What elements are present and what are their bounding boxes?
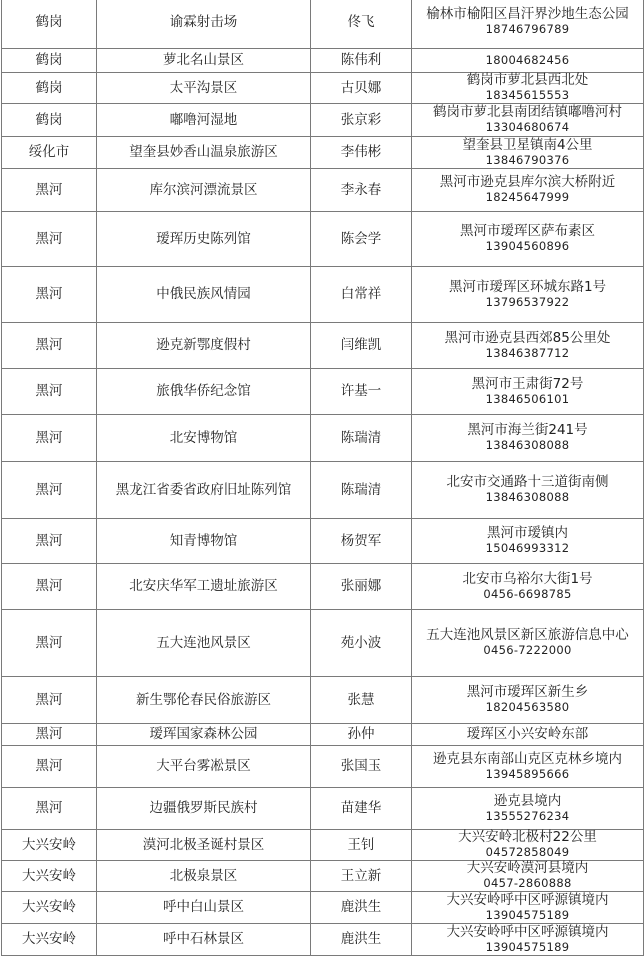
city-cell: 鹤岗	[2, 104, 97, 137]
site-cell: 嘟噜河湿地	[97, 104, 311, 137]
table-row	[2, 169, 644, 212]
city-cell: 黑河	[2, 415, 97, 462]
phone-text: 13846308088	[485, 438, 570, 452]
city-cell: 黑河	[2, 169, 97, 212]
site-cell: 中俄民族风情园	[97, 267, 311, 323]
address-text: 大兴安岭漠河县境内	[466, 860, 589, 876]
phone-text: 13904560896	[485, 239, 570, 253]
address-phone-cell	[412, 892, 644, 924]
table-row	[2, 564, 644, 610]
address-phone-cell	[412, 0, 644, 49]
phone-text: 18204563580	[485, 700, 570, 714]
city-cell: 鹤岗	[2, 73, 97, 104]
address-phone-cell	[412, 830, 644, 861]
site-cell: 漠河北极圣诞村景区	[97, 830, 311, 861]
phone-text: 13904575189	[485, 939, 570, 954]
phone-text: 18345615553	[485, 88, 570, 102]
phone-text: 04572858049	[485, 845, 570, 859]
phone-text: 13846308088	[485, 490, 570, 504]
address-text: 黑河市逊克县库尔滨大桥附近	[439, 174, 616, 190]
site-cell: 五大连池风景区	[97, 610, 311, 677]
phone-text: 13945895666	[485, 766, 570, 781]
contact-cell: 杨贺军	[311, 519, 412, 564]
scenic-spots-table	[1, 0, 644, 956]
city-cell: 黑河	[2, 267, 97, 323]
table-row	[2, 415, 644, 462]
table-body	[2, 0, 644, 956]
city-cell: 黑河	[2, 677, 97, 724]
city-cell: 黑河	[2, 788, 97, 830]
contact-cell: 孙仲	[311, 724, 412, 746]
table-row	[2, 462, 644, 519]
site-cell: 萝北名山景区	[97, 49, 311, 73]
city-cell: 鹤岗	[2, 0, 97, 49]
city-cell: 黑河	[2, 724, 97, 746]
site-cell: 大平台雾凇景区	[97, 746, 311, 788]
table-row	[2, 137, 644, 169]
contact-cell: 王钊	[311, 830, 412, 861]
site-cell: 逊克新鄂度假村	[97, 323, 311, 369]
address-phone-cell	[412, 267, 644, 323]
address-text: 黑河市瑷镇内	[487, 525, 568, 541]
phone-text: 13796537922	[485, 294, 570, 309]
phone-text: 13846506101	[485, 391, 570, 406]
address-text: 黑河市瑷珲区新生乡	[466, 684, 589, 700]
address-text: 黑河市瑷珲区环城东路1号	[448, 278, 607, 295]
table-row	[2, 861, 644, 892]
address-phone-cell	[412, 462, 644, 519]
site-cell: 库尔滨河漂流景区	[97, 169, 311, 212]
site-cell: 呼中白山景区	[97, 892, 311, 924]
address-phone-cell	[412, 861, 644, 892]
contact-cell: 李永春	[311, 169, 412, 212]
phone-text: 13904575189	[485, 907, 570, 922]
table-row	[2, 677, 644, 724]
address-text: 黑河市逊克县西郊85公里处	[444, 329, 611, 346]
phone-text: 13846387712	[485, 345, 570, 360]
contact-cell: 苗建华	[311, 788, 412, 830]
address-phone-cell	[412, 610, 644, 677]
site-cell: 太平沟景区	[97, 73, 311, 104]
address-text: 逊克县境内	[493, 792, 562, 809]
contact-cell: 张慧	[311, 677, 412, 724]
phone-text: 13304680674	[485, 120, 570, 134]
city-cell: 黑河	[2, 462, 97, 519]
phone-text: 18746796789	[485, 22, 570, 36]
address-phone-cell	[412, 73, 644, 104]
contact-cell: 苑小波	[311, 610, 412, 677]
table-row	[2, 924, 644, 956]
address-text: 北安市交通路十三道街南侧	[446, 474, 609, 490]
table-row	[2, 610, 644, 677]
table-row	[2, 49, 644, 73]
contact-cell: 陈瑞清	[311, 415, 412, 462]
site-cell: 黑龙江省委省政府旧址陈列馆	[97, 462, 311, 519]
city-cell: 大兴安岭	[2, 830, 97, 861]
contact-cell: 张丽娜	[311, 564, 412, 610]
site-cell: 呼中石林景区	[97, 924, 311, 956]
site-cell: 知青博物馆	[97, 519, 311, 564]
table-row	[2, 212, 644, 267]
table-row	[2, 104, 644, 137]
contact-cell: 佟飞	[311, 0, 412, 49]
contact-cell: 李伟彬	[311, 137, 412, 169]
table-row	[2, 724, 644, 746]
site-cell: 边疆俄罗斯民族村	[97, 788, 311, 830]
contact-cell: 张京彩	[311, 104, 412, 137]
phone-text: 0456-7222000	[483, 643, 572, 657]
address-phone-cell	[412, 323, 644, 369]
contact-cell: 张国玉	[311, 746, 412, 788]
phone-text: 15046993312	[485, 541, 570, 555]
site-cell: 北极泉景区	[97, 861, 311, 892]
address-phone-cell	[412, 169, 644, 212]
phone-text: 18004682456	[485, 53, 570, 67]
address-phone-cell	[412, 49, 644, 73]
address-text: 榆林市榆阳区昌汗界沙地生态公园	[426, 6, 629, 22]
city-cell: 黑河	[2, 519, 97, 564]
address-phone-cell	[412, 519, 644, 564]
contact-cell: 古贝娜	[311, 73, 412, 104]
site-cell: 北安庆华军工遗址旅游区	[97, 564, 311, 610]
table-row	[2, 519, 644, 564]
phone-text: 0457-2860888	[483, 876, 572, 890]
table-row	[2, 73, 644, 104]
address-phone-cell	[412, 137, 644, 169]
table-row	[2, 830, 644, 861]
address-phone-cell	[412, 564, 644, 610]
address-phone-cell	[412, 415, 644, 462]
address-phone-cell	[412, 788, 644, 830]
address-text: 鹤岗市萝北县西北处	[466, 72, 589, 88]
phone-text: 0456-6698785	[483, 586, 572, 601]
table-row	[2, 892, 644, 924]
address-text: 望奎县卫星镇南4公里	[462, 136, 593, 153]
contact-cell: 白常祥	[311, 267, 412, 323]
city-cell: 大兴安岭	[2, 892, 97, 924]
address-text: 黑河市海兰街241号	[467, 422, 588, 438]
contact-cell: 许基一	[311, 369, 412, 415]
city-cell: 大兴安岭	[2, 924, 97, 956]
address-phone-cell	[412, 746, 644, 788]
address-text: 逊克县东南部山克区克林乡境内	[433, 750, 622, 767]
address-phone-cell	[412, 677, 644, 724]
address-phone-cell	[412, 369, 644, 415]
address-phone-cell	[412, 724, 644, 746]
address-text: 鹤岗市萝北县南团结镇嘟噜河村	[433, 104, 622, 120]
address-text: 瑷珲区小兴安岭东部	[466, 726, 589, 742]
city-cell: 黑河	[2, 564, 97, 610]
site-cell: 北安博物馆	[97, 415, 311, 462]
address-text: 北安市乌裕尔大街1号	[462, 570, 593, 587]
city-cell: 黑河	[2, 323, 97, 369]
address-phone-cell	[412, 104, 644, 137]
address-text: 大兴安岭北极村22公里	[458, 829, 597, 845]
site-cell: 谕霖射击场	[97, 0, 311, 49]
city-cell: 鹤岗	[2, 49, 97, 73]
table-row	[2, 0, 644, 49]
table-row	[2, 746, 644, 788]
phone-text: 13846790376	[485, 152, 570, 167]
city-cell: 黑河	[2, 610, 97, 677]
contact-cell: 鹿洪生	[311, 924, 412, 956]
contact-cell: 陈瑞清	[311, 462, 412, 519]
city-cell: 黑河	[2, 212, 97, 267]
address-phone-cell	[412, 924, 644, 956]
city-cell: 大兴安岭	[2, 861, 97, 892]
contact-cell: 陈伟利	[311, 49, 412, 73]
site-cell: 新生鄂伦春民俗旅游区	[97, 677, 311, 724]
table-row	[2, 267, 644, 323]
table-row	[2, 369, 644, 415]
contact-cell: 闫维凯	[311, 323, 412, 369]
phone-text: 13555276234	[485, 808, 570, 823]
address-text: 五大连池风景区新区旅游信息中心	[426, 627, 629, 643]
city-cell: 黑河	[2, 746, 97, 788]
contact-cell: 王立新	[311, 861, 412, 892]
table-row	[2, 788, 644, 830]
city-cell: 绥化市	[2, 137, 97, 169]
address-text: 大兴安岭呼中区呼源镇境内	[446, 923, 609, 940]
site-cell: 瑷珲历史陈列馆	[97, 212, 311, 267]
address-text: 大兴安岭呼中区呼源镇境内	[446, 891, 609, 908]
site-cell: 望奎县妙香山温泉旅游区	[97, 137, 311, 169]
phone-text: 18245647999	[485, 190, 570, 204]
contact-cell: 鹿洪生	[311, 892, 412, 924]
site-cell: 瑷珲国家森林公园	[97, 724, 311, 746]
city-cell: 黑河	[2, 369, 97, 415]
site-cell: 旅俄华侨纪念馆	[97, 369, 311, 415]
address-text: 黑河市王肃街72号	[471, 375, 584, 392]
address-phone-cell	[412, 212, 644, 267]
table-row	[2, 323, 644, 369]
address-text: 黑河市瑷珲区萨布素区	[460, 223, 595, 239]
contact-cell: 陈会学	[311, 212, 412, 267]
